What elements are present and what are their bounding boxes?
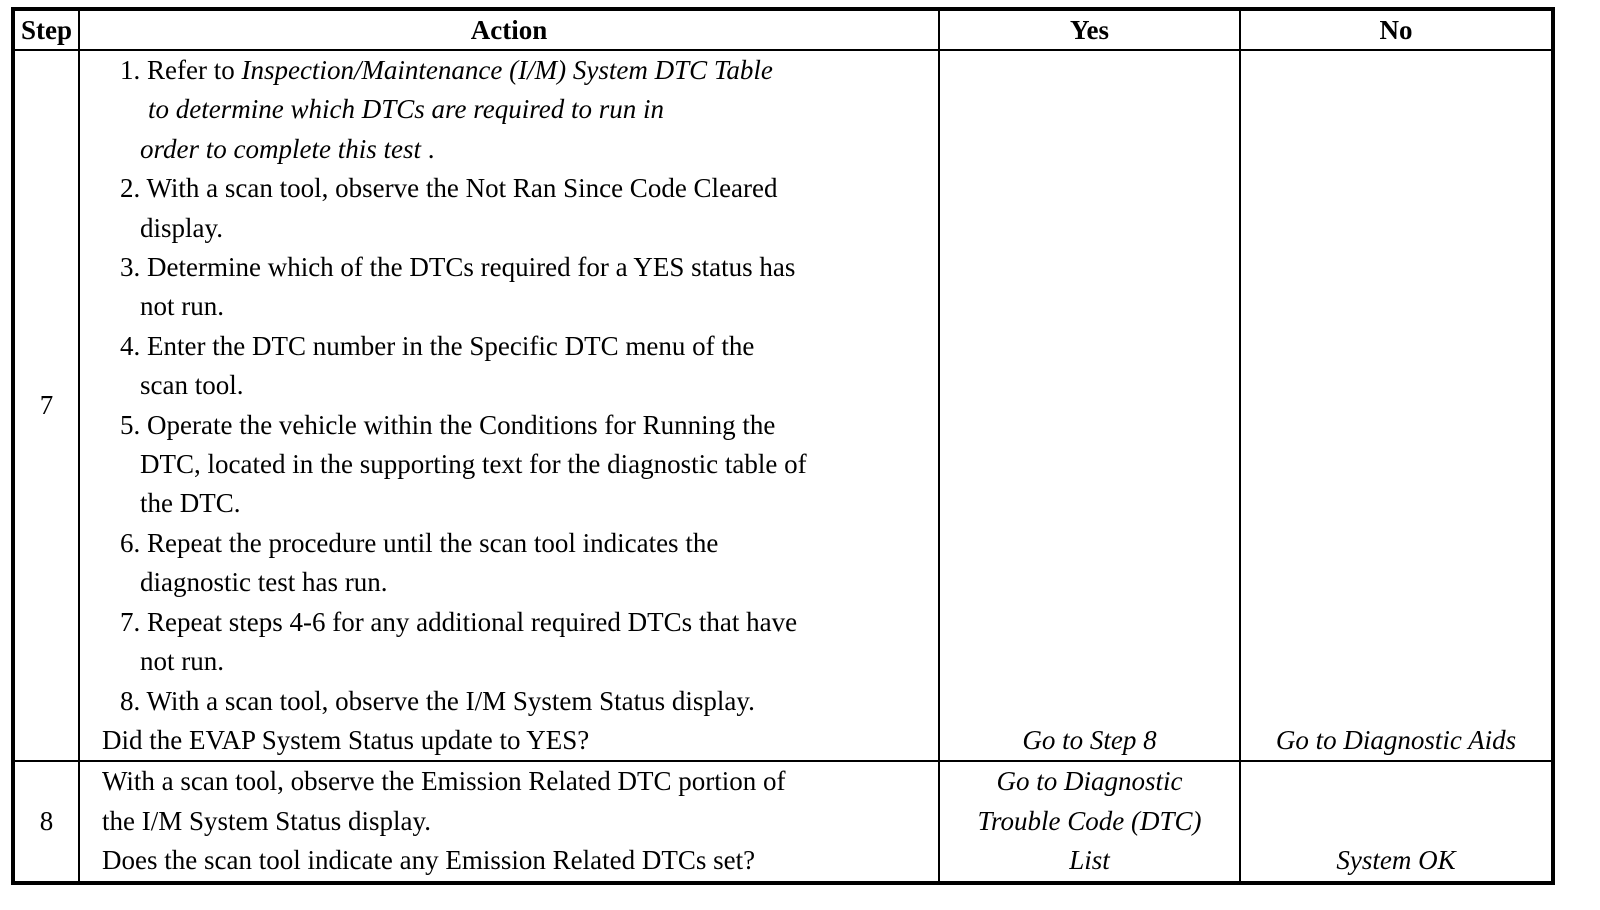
list-item: 3. Determine which of the DTCs required for a YES status has bbox=[120, 252, 796, 283]
header-step: Step bbox=[13, 9, 79, 50]
list-item-continuation: scan tool. bbox=[140, 370, 244, 401]
im-table-reference: Inspection/Maintenance (I/M) System DTC Table bbox=[241, 55, 773, 85]
action-cell bbox=[79, 50, 939, 761]
no-outcome: Go to Diagnostic Aids bbox=[1240, 50, 1553, 761]
table-header-row bbox=[13, 9, 1553, 50]
diagnostic-table bbox=[11, 7, 1555, 885]
list-item-continuation: DTC, located in the supporting text for the diagnostic table of bbox=[140, 449, 807, 480]
list-item-continuation: display. bbox=[140, 212, 223, 243]
header-action: Action bbox=[79, 9, 939, 50]
action-text: With a scan tool, observe the Emission Related DTC portion of bbox=[102, 766, 786, 797]
header-no: No bbox=[1240, 9, 1553, 50]
step-number: 8 bbox=[13, 761, 79, 882]
step-question: Does the scan tool indicate any Emission Related DTCs set? bbox=[102, 845, 756, 876]
table-row-step-7 bbox=[13, 50, 1553, 761]
no-outcome: System OK bbox=[1240, 761, 1553, 882]
yes-outcome: Go to Diagnostic Trouble Code (DTC) List bbox=[939, 761, 1240, 882]
list-item-continuation: order to complete this test . bbox=[140, 133, 435, 164]
table-row-step-8 bbox=[13, 761, 1553, 882]
step-question: Did the EVAP System Status update to YES? bbox=[102, 724, 590, 755]
action-cell bbox=[79, 761, 939, 882]
list-item: 8. With a scan tool, observe the I/M System Status display. bbox=[120, 685, 755, 716]
list-item-continuation: to determine which DTCs are required to run in bbox=[148, 94, 664, 125]
list-item: 6. Repeat the procedure until the scan tool indicates the bbox=[120, 527, 719, 558]
list-item: 5. Operate the vehicle within the Conditions for Running the bbox=[120, 409, 776, 440]
header-yes: Yes bbox=[939, 9, 1240, 50]
list-item-continuation: diagnostic test has run. bbox=[140, 567, 388, 598]
list-item: 7. Repeat steps 4-6 for any additional required DTCs that have bbox=[120, 606, 798, 637]
list-item: 4. Enter the DTC number in the Specific DTC menu of the bbox=[120, 330, 755, 361]
list-item-continuation: not run. bbox=[140, 646, 224, 677]
action-text: the I/M System Status display. bbox=[102, 805, 431, 836]
yes-outcome: Go to Step 8 bbox=[939, 50, 1240, 761]
step-number: 7 bbox=[13, 50, 79, 761]
list-item-continuation: not run. bbox=[140, 291, 224, 322]
list-item: 2. With a scan tool, observe the Not Ran Since Code Cleared bbox=[120, 173, 778, 204]
list-item-continuation: the DTC. bbox=[140, 488, 241, 519]
list-item: 1. Refer to Inspection/Maintenance (I/M) System DTC Table bbox=[120, 55, 773, 85]
